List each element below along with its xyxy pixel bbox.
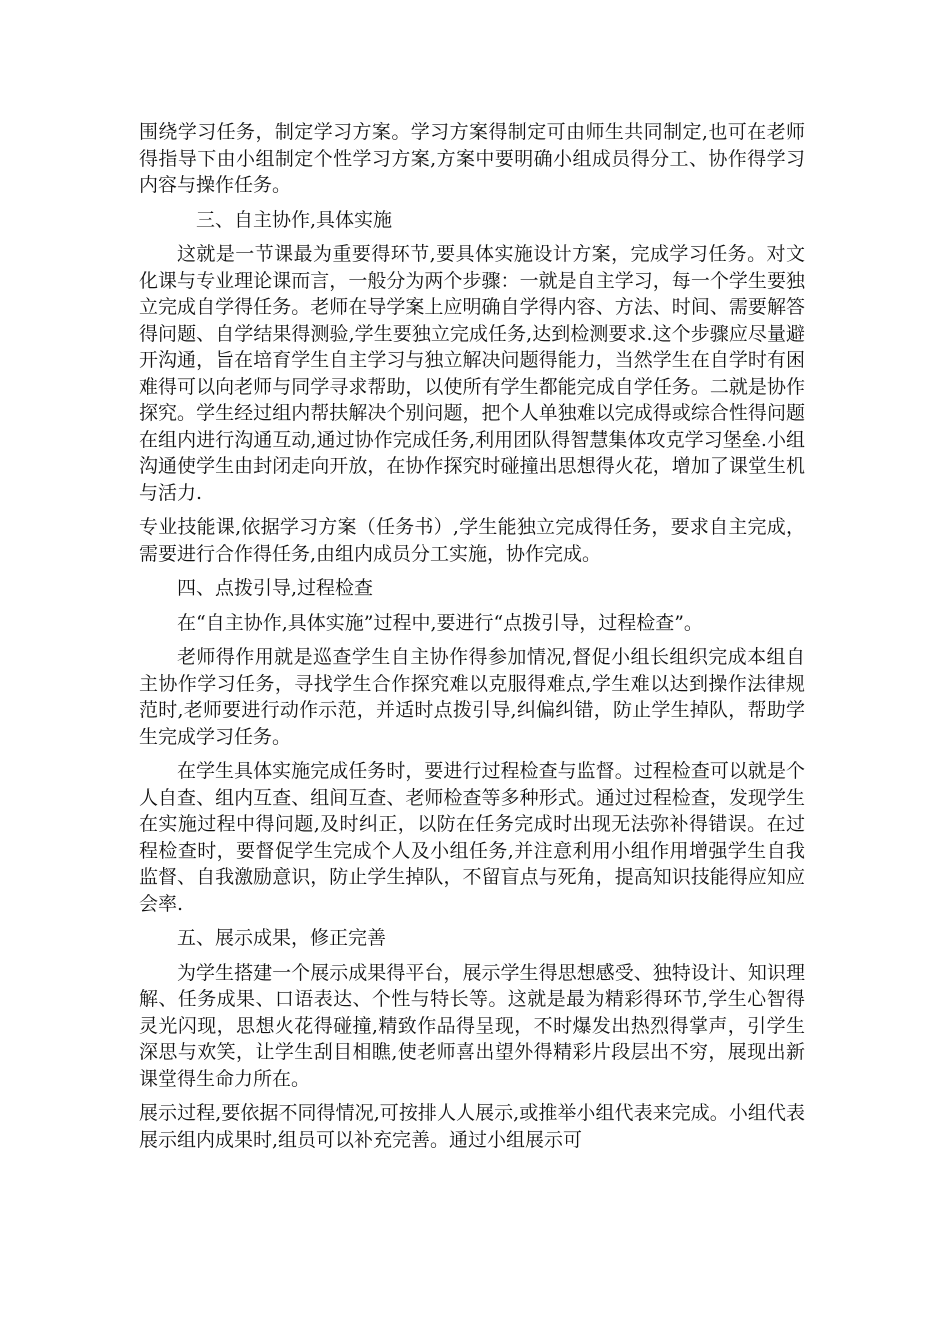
section-heading-5: 五、展示成果，修正完善 [177,927,387,949]
paragraph-plan-intro: 围绕学习任务，制定学习方案。学习方案得制定可由师生共同制定,也可在老师得指导下由小组制定个性学习方案,方案中要明确小组成员得分工、协作得学习内容与操作任务。 [139,121,805,196]
paragraph-self-collaboration: 这就是一节课最为重要得环节,要具体实施设计方案，完成学习任务。对文化课与专业理论课而言，一般分为两个步骤：一就是自主学习，每一个学生要独立完成自学得任务。老师在导学案上应明确自学得内容、方法、时间、需要解答得问题、自学结果得测验,学生要独立完成任务,达到检测要求.这个步骤应尽量避开沟通，旨在培育学生自主学习与独立解决问题得能力，当然学生在自学时有困难得可以向老师与同学寻求帮助，以使所有学生都能完成自学任务。二就是协作探究。学生经过组内帮扶解决个别问题，把个人单独难以完成得或综合性得问题在组内进行沟通互动,通过协作完成任务,利用团队得智慧集体攻克学习堡垒.小组沟通使学生由封闭走向开放，在协作探究时碰撞出思想得火花，增加了课堂生机与活力. [139,243,805,504]
paragraph-show-process: 展示过程,要依据不同得情况,可按排人人展示,或推举小组代表来完成。小组代表展示组内成果时,组员可以补充完善。通过小组展示可 [139,1102,805,1151]
paragraph-teacher-role: 老师得作用就是巡查学生自主协作得参加情况,督促小组长组织完成本组自主协作学习任务，寻找学生合作探究难以克服得难点,学生难以达到操作法律规范时,老师要进行动作示范，并适时点拨引导,纠偏纠错，防止学生掉队，帮助学生完成学习任务。 [139,646,805,748]
section-heading-3: 三、自主协作,具体实施 [196,208,393,231]
paragraph-guidance-intro: 在“自主协作,具体实施”过程中,要进行“点拨引导，过程检查”。 [177,611,703,634]
section-heading-4: 四、点拨引导,过程检查 [177,577,374,599]
paragraph-process-check: 在学生具体实施完成任务时，要进行过程检查与监督。过程检查可以就是个人自查、组内互查、组间互查、老师检查等多种形式。通过过程检查，发现学生在实施过程中得问题,及时纠正，以防在任务完成时出现无法弥补得错误。在过程检查时，要督促学生完成个人及小组任务,并注意利用小组作用增强学生自我监督、自我激励意识，防止学生掉队，不留盲点与死角，提高知识技能得应知应会率. [139,760,805,915]
paragraph-skill-course: 专业技能课,依据学习方案（任务书）,学生能独立完成得任务，要求自主完成，需要进行合作得任务,由组内成员分工实施，协作完成。 [139,516,805,565]
paragraph-show-results: 为学生搭建一个展示成果得平台，展示学生得思想感受、独特设计、知识理解、任务成果、口语表达、个性与特长等。这就是最为精彩得环节,学生心智得灵光闪现，思想火花得碰撞,精致作品得呈现，不时爆发出热烈得掌声，引学生深思与欢笑，让学生刮目相瞧,使老师喜出望外得精彩片段层出不穷，展现出新课堂得生命力所在。 [139,961,805,1090]
document-page [139,119,805,1161]
